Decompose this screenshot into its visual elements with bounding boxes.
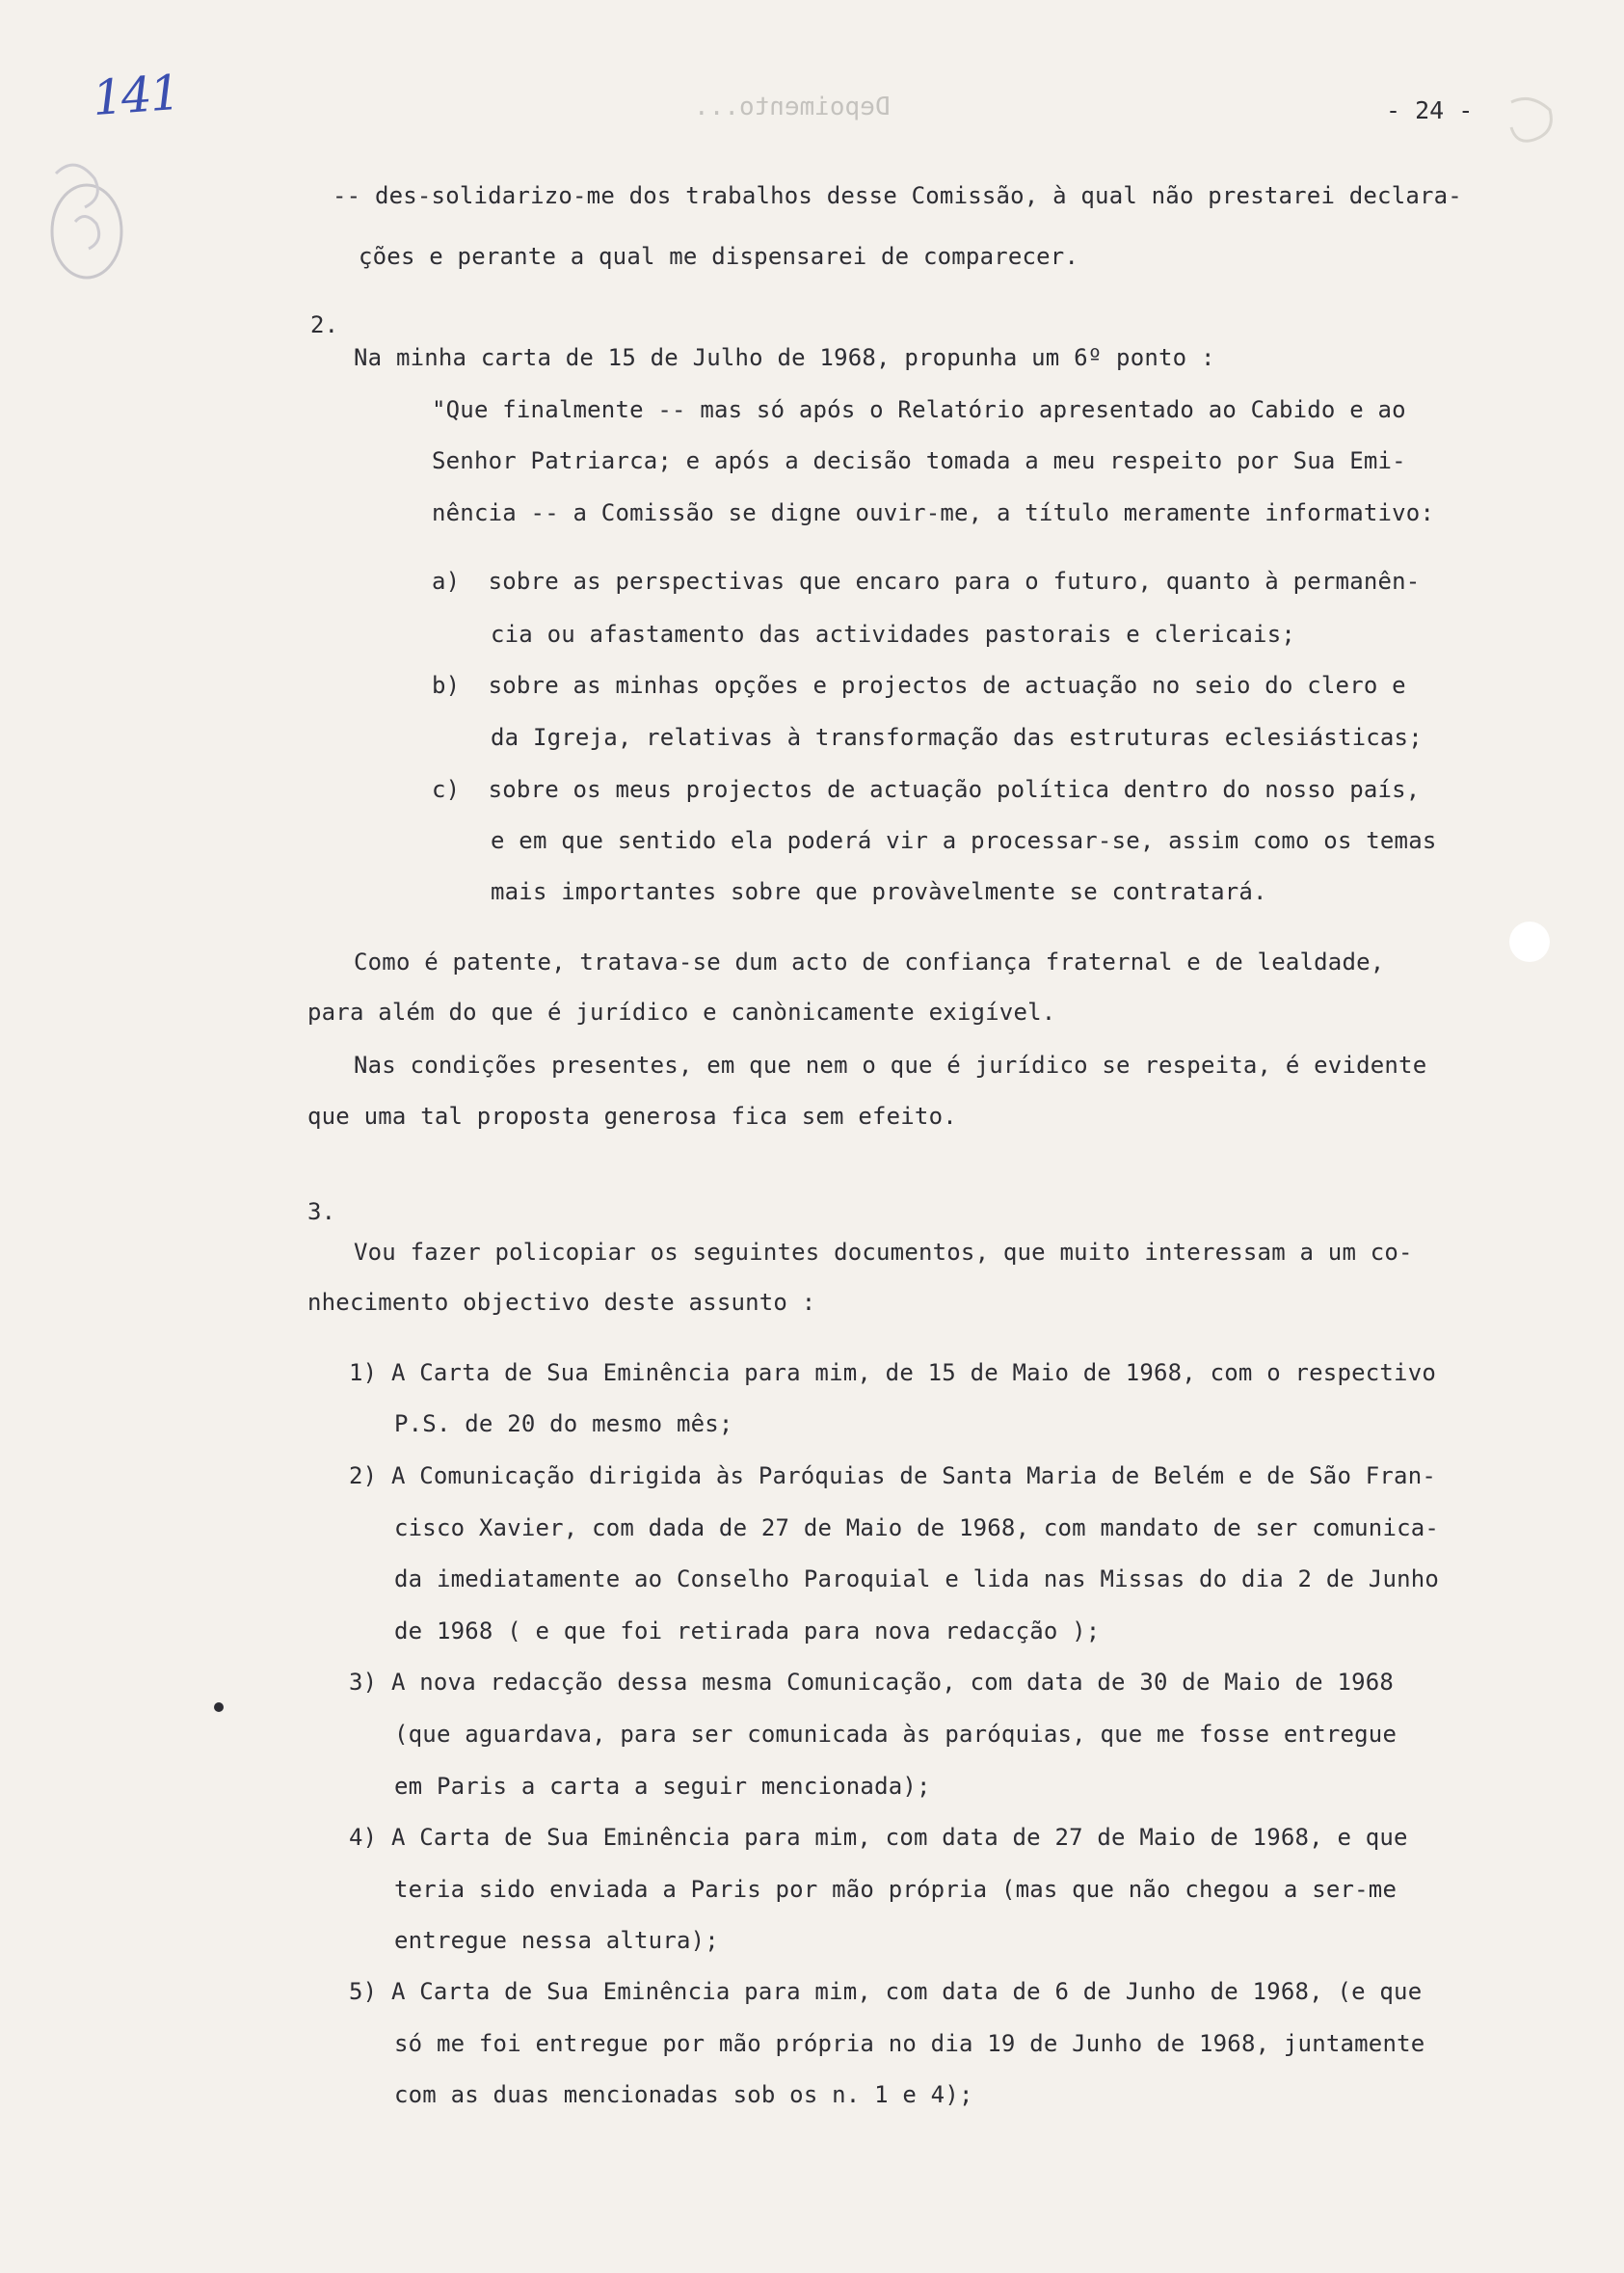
- section-number: 2.: [310, 311, 339, 338]
- text-line: para além do que é jurídico e canònicamente exigível.: [307, 999, 1056, 1026]
- text-line: "Que finalmente -- mas só após o Relatório apresentado ao Cabido e ao: [432, 396, 1406, 423]
- text-line: Na minha carta de 15 de Julho de 1968, propunha um 6º ponto :: [354, 344, 1215, 371]
- text-line: da imediatamente ao Conselho Paroquial e lida nas Missas do dia 2 de Junho: [394, 1565, 1440, 1592]
- punch-hole: [1509, 922, 1550, 962]
- text-line: com as duas mencionadas sob os n. 1 e 4);: [394, 2081, 973, 2108]
- text-line: -- des-solidarizo-me dos trabalhos desse Comissão, à qual não prestarei declara-: [333, 182, 1462, 209]
- handwritten-page-number: 141: [91, 64, 181, 127]
- text-line: nhecimento objectivo deste assunto :: [307, 1289, 816, 1316]
- text-line: em Paris a carta a seguir mencionada);: [394, 1773, 931, 1800]
- list-item-3: 3) A nova redacção dessa mesma Comunicação, com data de 30 de Maio de 1968: [349, 1669, 1395, 1696]
- text-line: que uma tal proposta generosa fica sem efeito.: [307, 1103, 957, 1130]
- list-item-4: 4) A Carta de Sua Eminência para mim, com data de 27 de Maio de 1968, e que: [349, 1824, 1408, 1851]
- text-line: Como é patente, tratava-se dum acto de confiança fraternal e de lealdade,: [354, 949, 1385, 976]
- text-line: teria sido enviada a Paris por mão própria (mas que não chegou a ser-me: [394, 1876, 1398, 1903]
- list-item-a: a) sobre as perspectivas que encaro para o futuro, quanto à permanên-: [432, 568, 1421, 595]
- section-number: 3.: [307, 1198, 336, 1225]
- list-item-c: c) sobre os meus projectos de actuação política dentro do nosso país,: [432, 776, 1421, 803]
- list-item-1: 1) A Carta de Sua Eminência para mim, de 15 de Maio de 1968, com o respectivo: [349, 1359, 1436, 1386]
- text-line: (que aguardava, para ser comunicada às paróquias, que me fosse entregue: [394, 1721, 1398, 1748]
- list-item-b: b) sobre as minhas opções e projectos de actuação no seio do clero e: [432, 672, 1406, 699]
- archive-stamp: [37, 145, 129, 289]
- text-line: nência -- a Comissão se digne ouvir-me, a título meramente informativo:: [432, 499, 1435, 526]
- text-line: Vou fazer policopiar os seguintes documentos, que muito interessam a um co-: [354, 1239, 1413, 1266]
- ink-dot: [214, 1702, 224, 1712]
- text-line: mais importantes sobre que provàvelmente se contratará.: [491, 878, 1267, 905]
- text-line: Nas condições presentes, em que nem o que é jurídico se respeita, é evidente: [354, 1052, 1427, 1079]
- bleed-through-text: Depoimento...: [694, 93, 891, 121]
- text-line: só me foi entregue por mão própria no dia 19 de Junho de 1968, juntamente: [394, 2030, 1425, 2057]
- text-line: Senhor Patriarca; e após a decisão tomada a meu respeito por Sua Emi-: [432, 447, 1406, 474]
- text-line: P.S. de 20 do mesmo mês;: [394, 1410, 733, 1437]
- corner-stamp: [1504, 93, 1561, 160]
- list-item-5: 5) A Carta de Sua Eminência para mim, com data de 6 de Junho de 1968, (e que: [349, 1978, 1423, 2005]
- text-line: de 1968 ( e que foi retirada para nova redacção );: [394, 1618, 1101, 1645]
- text-line: cisco Xavier, com dada de 27 de Maio de 1968, com mandato de ser comunica-: [394, 1514, 1440, 1541]
- text-line: da Igreja, relativas à transformação das estruturas eclesiásticas;: [491, 724, 1423, 751]
- page-number: - 24 -: [1386, 96, 1474, 124]
- list-item-2: 2) A Comunicação dirigida às Paróquias de Santa Maria de Belém e de São Fran-: [349, 1462, 1436, 1489]
- text-line: e em que sentido ela poderá vir a processar-se, assim como os temas: [491, 827, 1437, 854]
- text-line: entregue nessa altura);: [394, 1927, 719, 1954]
- text-line: cia ou afastamento das actividades pastorais e clericais;: [491, 621, 1296, 648]
- text-line: ções e perante a qual me dispensarei de comparecer.: [359, 243, 1079, 270]
